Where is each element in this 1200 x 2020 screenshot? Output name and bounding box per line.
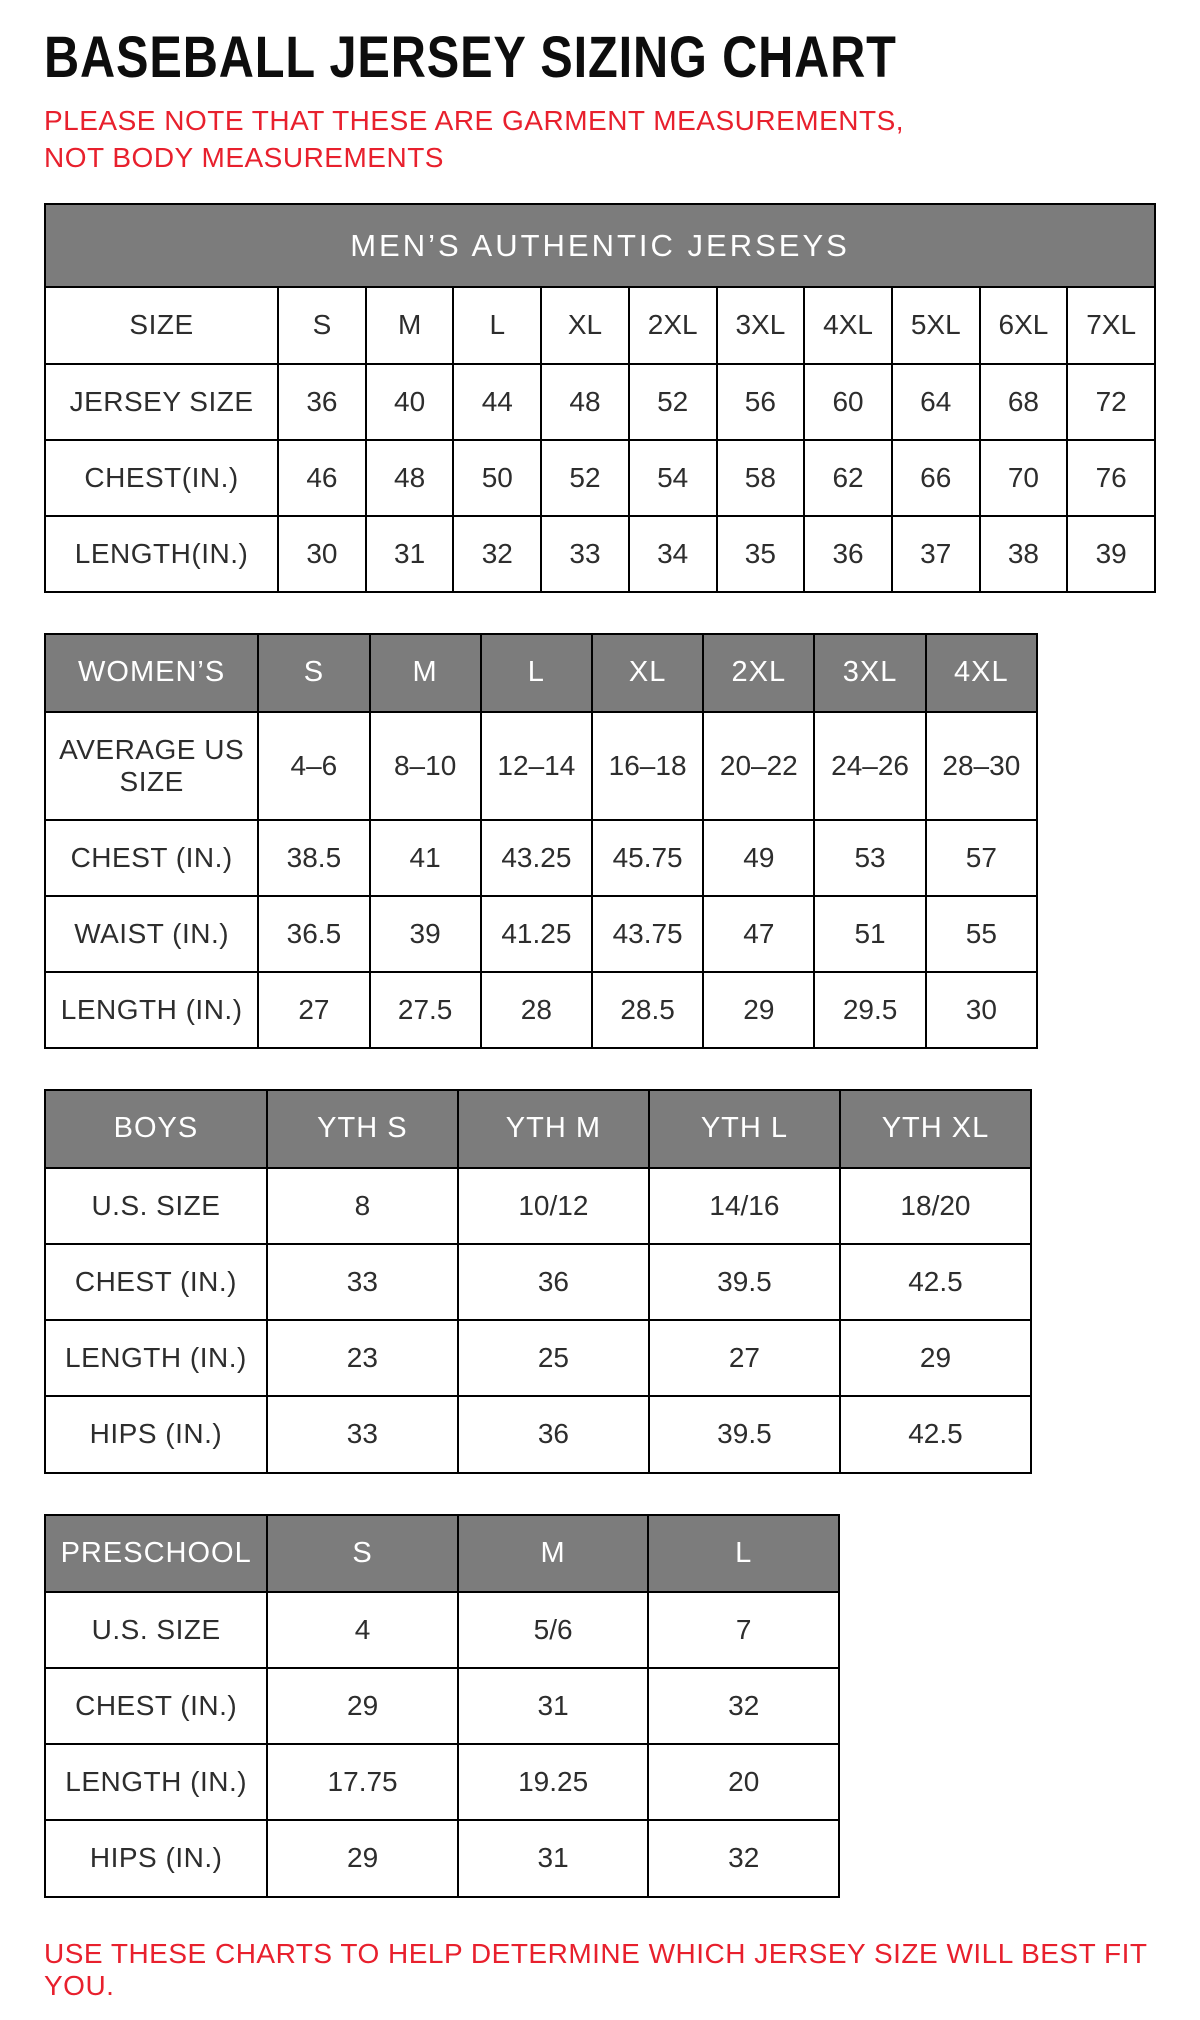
mens-row [45,516,1155,592]
mens-row-label: SIZE [45,287,278,363]
preschool-row [45,1744,839,1820]
mens-cell: 33 [541,516,629,592]
mens-banner-row [45,204,1155,288]
boys-row [45,1244,1031,1320]
boys-cell: 39.5 [649,1396,840,1472]
mens-cell: 3XL [717,287,805,363]
womens-header-label: WOMEN’S [45,634,258,711]
boys-cell: 36 [458,1244,649,1320]
boys-row-label: LENGTH (IN.) [45,1320,267,1396]
womens-row-label: WAIST (IN.) [45,896,258,972]
womens-cell: 41 [370,820,481,896]
womens-cell: 4–6 [258,712,369,820]
womens-cell: 38.5 [258,820,369,896]
womens-row [45,820,1037,896]
page-title: BASEBALL JERSEY SIZING CHART [44,25,897,90]
preschool-cell: 17.75 [267,1744,458,1820]
mens-cell: 62 [804,440,892,516]
mens-cell: 60 [804,364,892,440]
mens-table-banner: MEN’S AUTHENTIC JERSEYS [45,204,1155,288]
mens-row-label: JERSEY SIZE [45,364,278,440]
boys-cell: 33 [267,1396,458,1472]
boys-sizing-table [44,1089,1032,1473]
preschool-header-cell: L [648,1515,839,1592]
mens-cell: 38 [980,516,1068,592]
mens-cell: 48 [366,440,454,516]
mens-cell: 54 [629,440,717,516]
womens-cell: 29 [703,972,814,1048]
mens-cell: 36 [278,364,366,440]
womens-cell: 29.5 [814,972,925,1048]
preschool-header-label: PRESCHOOL [45,1515,267,1592]
mens-row [45,364,1155,440]
womens-cell: 8–10 [370,712,481,820]
womens-header-cell: 3XL [814,634,925,711]
boys-header-cell: YTH S [267,1090,458,1167]
womens-cell: 51 [814,896,925,972]
womens-row-label: AVERAGE US SIZE [45,712,258,820]
preschool-cell: 29 [267,1668,458,1744]
womens-cell: 45.75 [592,820,703,896]
boys-cell: 29 [840,1320,1031,1396]
womens-cell: 28.5 [592,972,703,1048]
mens-cell: 30 [278,516,366,592]
mens-cell: 35 [717,516,805,592]
womens-row-label: LENGTH (IN.) [45,972,258,1048]
womens-row [45,712,1037,820]
boys-row-label: HIPS (IN.) [45,1396,267,1472]
boys-row [45,1168,1031,1244]
womens-cell: 28–30 [926,712,1037,820]
preschool-row-label: CHEST (IN.) [45,1668,267,1744]
mens-cell: 52 [541,440,629,516]
boys-cell: 33 [267,1244,458,1320]
mens-row [45,440,1155,516]
mens-cell: XL [541,287,629,363]
womens-cell: 27.5 [370,972,481,1048]
womens-row [45,896,1037,972]
mens-cell: 58 [717,440,805,516]
mens-cell: 56 [717,364,805,440]
womens-cell: 57 [926,820,1037,896]
mens-cell: 6XL [980,287,1068,363]
mens-cell: L [453,287,541,363]
preschool-cell: 31 [458,1820,649,1896]
preschool-row-label: HIPS (IN.) [45,1820,267,1896]
boys-header-cell: YTH L [649,1090,840,1167]
womens-header-cell: M [370,634,481,711]
womens-header-cell: S [258,634,369,711]
womens-sizing-table [44,633,1038,1049]
mens-cell: 2XL [629,287,717,363]
mens-cell: 40 [366,364,454,440]
mens-cell: 4XL [804,287,892,363]
boys-row [45,1396,1031,1472]
boys-cell: 23 [267,1320,458,1396]
mens-cell: 36 [804,516,892,592]
mens-cell: 32 [453,516,541,592]
womens-header-row [45,634,1037,711]
womens-header-cell: XL [592,634,703,711]
mens-row-label: CHEST(IN.) [45,440,278,516]
mens-row-label: LENGTH(IN.) [45,516,278,592]
boys-cell: 36 [458,1396,649,1472]
womens-cell: 16–18 [592,712,703,820]
womens-cell: 27 [258,972,369,1048]
preschool-header-cell: S [267,1515,458,1592]
womens-cell: 43.25 [481,820,592,896]
womens-cell: 55 [926,896,1037,972]
mens-cell: 46 [278,440,366,516]
mens-cell: 68 [980,364,1068,440]
preschool-row-label: LENGTH (IN.) [45,1744,267,1820]
mens-cell: M [366,287,454,363]
mens-cell: 70 [980,440,1068,516]
womens-header-cell: 2XL [703,634,814,711]
preschool-row [45,1668,839,1744]
boys-cell: 39.5 [649,1244,840,1320]
mens-cell: 64 [892,364,980,440]
womens-header-cell: 4XL [926,634,1037,711]
mens-cell: 39 [1067,516,1155,592]
mens-cell: 34 [629,516,717,592]
mens-cell: 31 [366,516,454,592]
preschool-cell: 32 [648,1820,839,1896]
preschool-cell: 19.25 [458,1744,649,1820]
mens-cell: 37 [892,516,980,592]
womens-cell: 28 [481,972,592,1048]
preschool-cell: 32 [648,1668,839,1744]
measurement-note: PLEASE NOTE THAT THESE ARE GARMENT MEASUREMENTS, NOT BODY MEASUREMENTS [44,104,905,173]
preschool-header-cell: M [458,1515,649,1592]
mens-cell: S [278,287,366,363]
mens-cell: 7XL [1067,287,1155,363]
womens-cell: 43.75 [592,896,703,972]
mens-cell: 50 [453,440,541,516]
mens-sizing-table [44,203,1156,593]
preschool-row [45,1592,839,1668]
mens-cell: 66 [892,440,980,516]
boys-header-row [45,1090,1031,1167]
footer-note: USE THESE CHARTS TO HELP DETERMINE WHICH JERSEY SIZE WILL BEST FIT YOU. [44,1937,1147,2001]
boys-cell: 8 [267,1168,458,1244]
mens-cell: 76 [1067,440,1155,516]
boys-row-label: U.S. SIZE [45,1168,267,1244]
womens-cell: 30 [926,972,1037,1048]
mens-cell: 44 [453,364,541,440]
womens-cell: 20–22 [703,712,814,820]
mens-row [45,287,1155,363]
womens-cell: 12–14 [481,712,592,820]
preschool-cell: 5/6 [458,1592,649,1668]
boys-cell: 18/20 [840,1168,1031,1244]
boys-header-cell: YTH XL [840,1090,1031,1167]
womens-cell: 36.5 [258,896,369,972]
boys-cell: 10/12 [458,1168,649,1244]
womens-cell: 41.25 [481,896,592,972]
boys-cell: 42.5 [840,1396,1031,1472]
preschool-cell: 7 [648,1592,839,1668]
boys-header-cell: YTH M [458,1090,649,1167]
boys-cell: 27 [649,1320,840,1396]
preschool-header-row [45,1515,839,1592]
preschool-sizing-table [44,1514,840,1898]
mens-cell: 72 [1067,364,1155,440]
womens-header-cell: L [481,634,592,711]
mens-cell: 5XL [892,287,980,363]
boys-cell: 42.5 [840,1244,1031,1320]
preschool-cell: 20 [648,1744,839,1820]
boys-cell: 14/16 [649,1168,840,1244]
womens-cell: 24–26 [814,712,925,820]
mens-cell: 52 [629,364,717,440]
womens-cell: 53 [814,820,925,896]
womens-row [45,972,1037,1048]
preschool-cell: 31 [458,1668,649,1744]
womens-row-label: CHEST (IN.) [45,820,258,896]
preschool-cell: 4 [267,1592,458,1668]
womens-cell: 49 [703,820,814,896]
boys-cell: 25 [458,1320,649,1396]
preschool-row [45,1820,839,1896]
preschool-cell: 29 [267,1820,458,1896]
mens-cell: 48 [541,364,629,440]
boys-row-label: CHEST (IN.) [45,1244,267,1320]
womens-cell: 47 [703,896,814,972]
boys-header-label: BOYS [45,1090,267,1167]
preschool-row-label: U.S. SIZE [45,1592,267,1668]
boys-row [45,1320,1031,1396]
womens-cell: 39 [370,896,481,972]
